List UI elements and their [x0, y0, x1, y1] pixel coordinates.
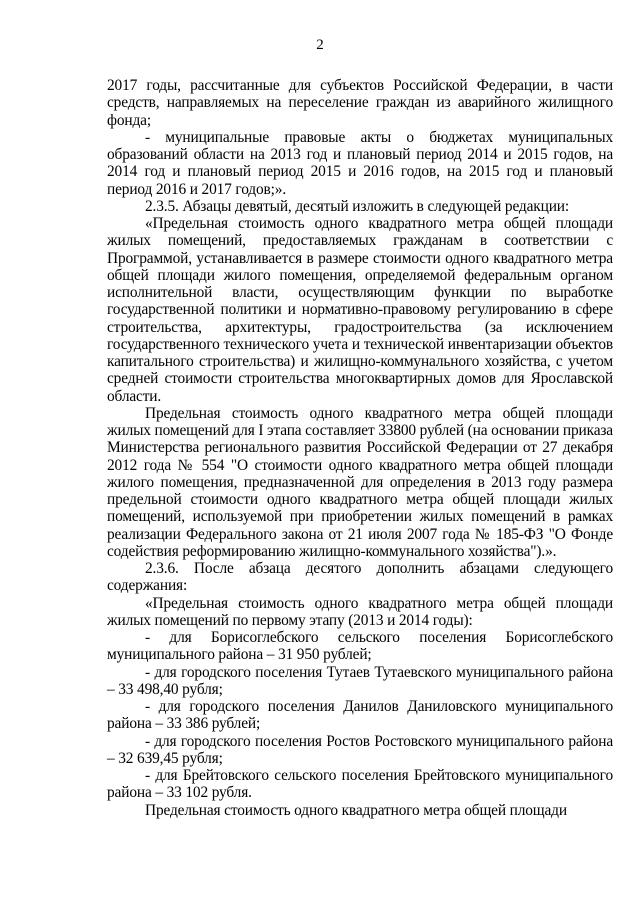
paragraph-municipal-budgets: - муниципальные правовые акты о бюджетах муниципальных образований области на 2013 год и плановый период 2014 и 2015 годов, на 2014 год и плановый период 2015 и 2016 годов, на 2015 год и плановый период 2016 и 2017 годов;».: [107, 128, 613, 198]
paragraph-first-stage-cost: «Предельная стоимость одного квадратного метра общей площади жилых помещений по первому этапу (2013 и 2014 годы):: [107, 594, 613, 629]
paragraph-max-cost-stage-1: Предельная стоимость одного квадратного метра общей площади жилых помещений для I этапа составляет 33800 рублей (на основании приказа Министерства регионального развития Российской Федерации от 27 декабря 2012 года № 554 "О стоимости одного квадратного метра общей площади жилого помещения, предназначенной для определения в 2013 году размера предельной стоимости одного квадратного метра общей площади жилых помещений, используемой при приобретении жилых помещений в рамках реализации Федерального закона от 21 июля 2007 года № 185-ФЗ "О Фонде содействия реформированию жилищно-коммунального хозяйства").».: [107, 404, 613, 560]
list-item-tutaev: - для городского поселения Тутаев Тутаевского муниципального района – 33 498,40 рубля;: [107, 663, 613, 698]
document-body: [107, 77, 613, 819]
paragraph-max-cost-continued: Предельная стоимость одного квадратного метра общей площади: [145, 801, 567, 819]
paragraph-max-cost-definition: «Предельная стоимость одного квадратного метра общей площади жилых помещений, предоставляемых гражданам в соответствии с Программой, устанавливается в размере стоимости одного квадратного метра общей площади жилого помещения, определяемой федеральным органом исполнительной власти, осуществляющим функции по выработке государственной политики и нормативно-правовому регулированию в сфере строительства, архитектуры, градостроительства (за исключением государственного технического учета и технической инвентаризации объектов капитального строительства) и жилищно-коммунального хозяйства, с учетом средней стоимости строительства многоквартирных домов для Ярославской области.: [107, 215, 613, 405]
page-number: 2: [316, 37, 324, 53]
paragraph-continuation: 2017 годы, рассчитанные для субъектов Российской Федерации, в части средств, направляемых на переселение граждан из аварийного жилищного фонда;: [107, 77, 613, 129]
paragraph-2-3-5: 2.3.5. Абзацы девятый, десятый изложить в следующей редакции:: [145, 197, 569, 215]
list-item-rostov: - для городского поселения Ростов Ростовского муниципального района – 32 639,45 рубля;: [107, 732, 613, 767]
list-item-borisoglebsky: - для Борисоглебского сельского поселения Борисоглебского муниципального района – 31 950 рублей;: [107, 629, 613, 664]
list-item-danilov: - для городского поселения Данилов Даниловского муниципального района – 33 386 рублей;: [107, 698, 613, 733]
list-item-breitovo: - для Брейтовского сельского поселения Брейтовского муниципального района – 33 102 рубля.: [107, 767, 613, 802]
paragraph-2-3-6: 2.3.6. После абзаца десятого дополнить абзацами следующего содержания:: [107, 560, 613, 595]
